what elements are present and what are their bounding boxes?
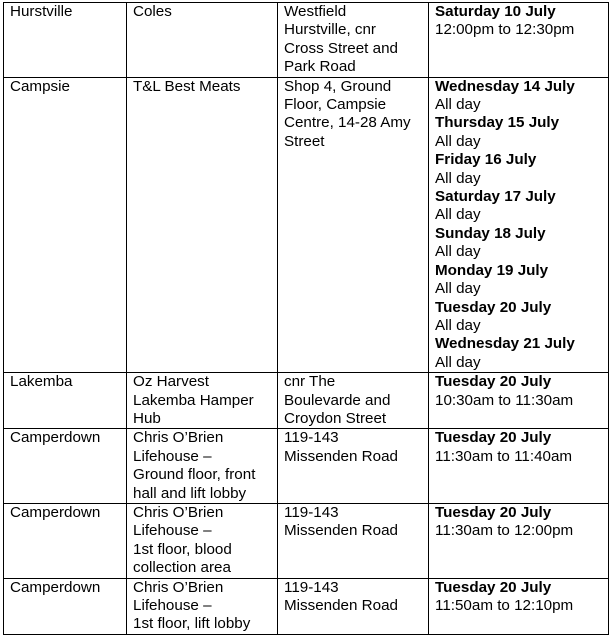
time-text: 11:30am to 12:00pm xyxy=(435,522,574,540)
table-row xyxy=(4,429,609,504)
suburb-cell xyxy=(4,3,127,78)
address-text: cnr The xyxy=(284,373,336,391)
address-cell xyxy=(278,503,429,578)
venue-cell xyxy=(127,429,278,504)
venue-text: hall and lift lobby xyxy=(133,484,247,502)
address-text: Boulevarde and xyxy=(284,391,391,409)
address-cell xyxy=(278,77,429,373)
venue-cell xyxy=(127,373,278,429)
date-text: Monday 19 July xyxy=(435,261,549,279)
venue-text: Coles xyxy=(133,3,172,20)
address-text: Shop 4, Ground xyxy=(284,77,392,95)
address-cell xyxy=(278,578,429,634)
venue-text: collection area xyxy=(133,559,231,577)
date-time-cell xyxy=(429,578,609,634)
date-text: Wednesday 21 July xyxy=(435,335,575,353)
date-text: Tuesday 20 July xyxy=(435,373,552,391)
date-text: Friday 16 July xyxy=(435,151,537,169)
venue-text: 1st floor, lift lobby xyxy=(133,615,251,633)
venue-cell xyxy=(127,77,278,373)
address-text: Croydon Street xyxy=(284,409,387,427)
table-row xyxy=(4,77,609,373)
suburb-cell xyxy=(4,77,127,373)
suburb-text: Camperdown xyxy=(10,503,101,521)
address-text: Hurstville, cnr xyxy=(284,21,376,39)
date-time-cell xyxy=(429,77,609,373)
suburb-text: Camperdown xyxy=(10,429,101,447)
exposure-sites-table xyxy=(3,2,609,635)
date-time-cell xyxy=(429,373,609,429)
venue-text: Lifehouse – xyxy=(133,522,212,540)
suburb-cell xyxy=(4,578,127,634)
venue-cell xyxy=(127,503,278,578)
suburb-cell xyxy=(4,373,127,429)
address-cell xyxy=(278,373,429,429)
address-text: Park Road xyxy=(284,58,356,76)
address-text: 119-143 xyxy=(284,429,339,447)
date-time-cell xyxy=(429,3,609,78)
date-time-cell xyxy=(429,503,609,578)
address-text: Missenden Road xyxy=(284,522,398,540)
time-text: All day xyxy=(435,280,481,298)
suburb-cell xyxy=(4,503,127,578)
time-text: 12:00pm to 12:30pm xyxy=(435,21,575,39)
address-text: Floor, Campsie xyxy=(284,96,387,114)
time-text: All day xyxy=(435,316,481,334)
table-row xyxy=(4,3,609,78)
venue-text: Lifehouse – xyxy=(133,597,212,614)
address-text: 119-143 xyxy=(284,503,339,521)
suburb-cell xyxy=(4,429,127,504)
address-text: Missenden Road xyxy=(284,447,398,465)
date-text: Thursday 15 July xyxy=(435,114,560,132)
address-text: Cross Street and xyxy=(284,39,398,57)
venue-text: T&L Best Meats xyxy=(133,77,241,95)
date-text: Tuesday 20 July xyxy=(435,298,552,316)
venue-text: Lakemba Hamper xyxy=(133,391,254,409)
time-text: 11:50am to 12:10pm xyxy=(435,597,574,614)
venue-text: Lifehouse – xyxy=(133,447,212,465)
time-text: All day xyxy=(435,132,481,150)
venue-cell xyxy=(127,3,278,78)
date-text: Wednesday 14 July xyxy=(435,77,575,95)
date-text: Tuesday 20 July xyxy=(435,429,552,447)
date-text: Saturday 17 July xyxy=(435,188,556,206)
table-row xyxy=(4,578,609,634)
venue-text: 1st floor, blood xyxy=(133,540,232,558)
table-row xyxy=(4,503,609,578)
address-text: Street xyxy=(284,132,325,150)
table-body xyxy=(4,3,609,635)
date-text: Tuesday 20 July xyxy=(435,578,552,596)
address-text: Centre, 14-28 Amy xyxy=(284,114,411,132)
address-cell xyxy=(278,3,429,78)
date-time-cell xyxy=(429,429,609,504)
address-text: Missenden Road xyxy=(284,597,398,614)
time-text: All day xyxy=(435,206,481,224)
venue-text: Ground floor, front xyxy=(133,466,256,484)
suburb-text: Lakemba xyxy=(10,373,73,391)
date-text: Sunday 18 July xyxy=(435,224,546,242)
suburb-text: Hurstville xyxy=(10,3,73,20)
address-cell xyxy=(278,429,429,504)
time-text: 10:30am to 11:30am xyxy=(435,391,574,409)
table-row xyxy=(4,373,609,429)
venue-text: Oz Harvest xyxy=(133,373,209,391)
time-text: All day xyxy=(435,96,481,114)
suburb-text: Campsie xyxy=(10,77,70,95)
venue-text: Chris O’Brien xyxy=(133,429,224,447)
address-text: 119-143 xyxy=(284,578,339,596)
time-text: All day xyxy=(435,243,481,261)
venue-cell xyxy=(127,578,278,634)
time-text: All day xyxy=(435,353,481,371)
date-text: Tuesday 20 July xyxy=(435,503,552,521)
venue-text: Chris O’Brien xyxy=(133,503,224,521)
venue-text: Chris O’Brien xyxy=(133,578,224,596)
address-text: Westfield xyxy=(284,3,347,20)
time-text: All day xyxy=(435,169,481,187)
date-text: Saturday 10 July xyxy=(435,3,556,20)
venue-text: Hub xyxy=(133,409,161,427)
suburb-text: Camperdown xyxy=(10,578,101,596)
time-text: 11:30am to 11:40am xyxy=(435,447,573,465)
